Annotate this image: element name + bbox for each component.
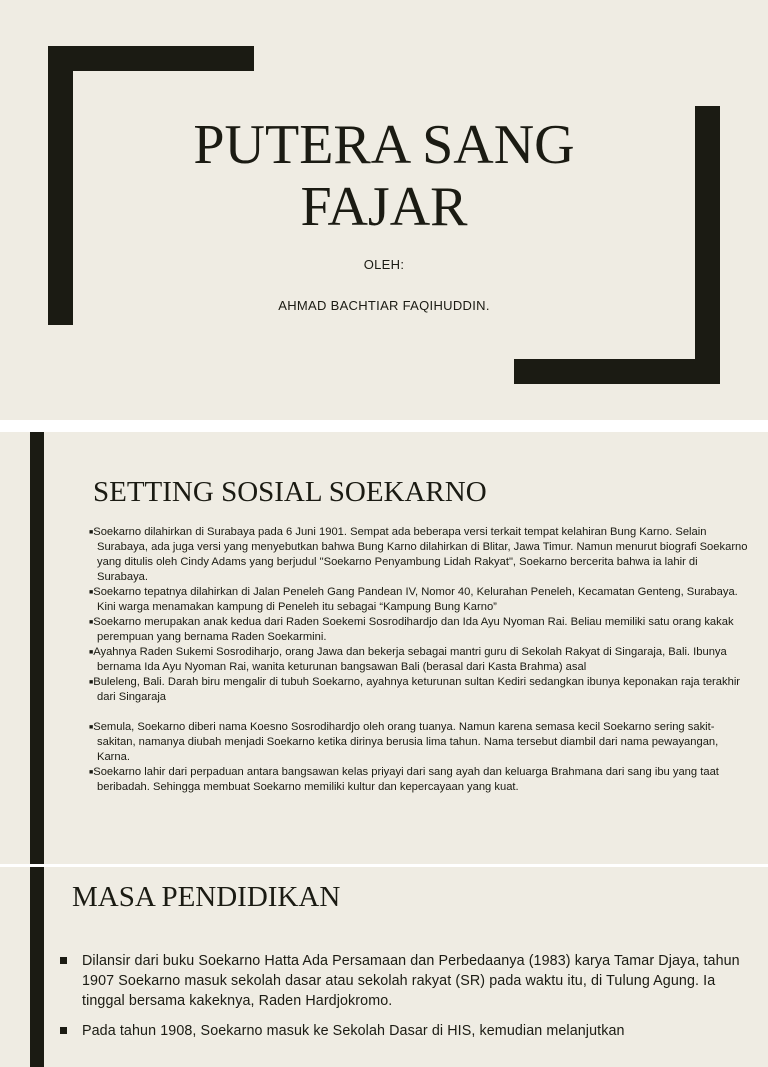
- list-item: [60, 1021, 750, 1041]
- square-bullet-icon: ■: [89, 679, 94, 686]
- list-item: [89, 525, 751, 585]
- slide-title: MASA PENDIDIKAN: [72, 881, 341, 913]
- bullet-text: Soekarno dilahirkan di Surabaya pada 6 Juni 1901. Sempat ada beberapa versi terkait tempat kelahiran Bung Karno. Selain Surabaya, ada juga versi yang menyebutkan bahwa Bung Karno dilahirkan di Blitar, Jawa Timur. Namun menurut biografi Soekarno yang ditulis oleh Cindy Adams yang berjudul "Soekarno Penyambung Lidah Rakyat", Soekarno bercerita bahwa ia lahir di Surabaya.: [93, 526, 748, 583]
- slide-title: SETTING SOSIAL SOEKARNO: [93, 476, 487, 508]
- corner-bracket-bottom-right-horizontal: [514, 359, 720, 384]
- title-line-2: FAJAR: [300, 176, 468, 238]
- bullet-text: Ayahnya Raden Sukemi Sosrodiharjo, orang Jawa dan bekerja sebagai mantri guru di Sekolah Rakyat di Singaraja, Bali. Ibunya bernama Ida Ayu Nyoman Rai, wanita keturunan bangsawan Bali (berasal dari Kasta Brahma) asal: [93, 646, 727, 673]
- corner-bracket-top-left-horizontal: [48, 46, 254, 71]
- bullet-list: [60, 951, 750, 1051]
- title-line-1: PUTERA SANG: [193, 114, 575, 176]
- bullet-text: Buleleng, Bali. Darah biru mengalir di tubuh Soekarno, ayahnya keturunan sultan Kediri sedangkan ibunya keponakan raja terakhir dari Singaraja: [93, 676, 741, 703]
- presentation-title: [0, 114, 768, 238]
- list-item: [89, 720, 751, 765]
- bullet-text: Soekarno tepatnya dilahirkan di Jalan Peneleh Gang Pandean IV, Nomor 40, Kelurahan Peneleh, Kecamatan Genteng, Surabaya. Kini warga menamakan kampung di Peneleh itu sebagai “Kampung Bung Karno”: [93, 586, 738, 613]
- square-bullet-icon: ■: [89, 649, 94, 656]
- square-bullet-icon: ■: [89, 769, 94, 776]
- left-accent-bar: [30, 432, 44, 864]
- bullet-text: Dilansir dari buku Soekarno Hatta Ada Persamaan dan Perbedaanya (1983) karya Tamar Djaya, tahun 1907 Soekarno masuk sekolah dasar atau sekolah rakyat (SR) pada waktu itu, di Tulung Agung. Ia tinggal bersama kakeknya, Raden Hardjokromo.: [82, 953, 740, 1009]
- bullet-text: Semula, Soekarno diberi nama Koesno Sosrodihardjo oleh orang tuanya. Namun karena semasa kecil Soekarno sering sakit-sakitan, namanya diubah menjadi Soekarno ketika dirinya berusia lima tahun. Nama tersebut diambil dari nama pewayangan, Karna.: [93, 721, 719, 763]
- bullet-text: Pada tahun 1908, Soekarno masuk ke Sekolah Dasar di HIS, kemudian melanjutkan: [82, 1023, 625, 1039]
- square-bullet-icon: [60, 1027, 67, 1034]
- square-bullet-icon: ■: [89, 619, 94, 626]
- list-item: [89, 645, 751, 675]
- list-item: [89, 585, 751, 615]
- list-item: [60, 951, 750, 1011]
- bullet-text: Soekarno merupakan anak kedua dari Raden Soekemi Sosrodihardjo dan Ida Ayu Nyoman Rai. Beliau memiliki satu orang kakak perempuan yang bernama Raden Soekarmini.: [93, 616, 734, 643]
- by-label: OLEH:: [363, 257, 405, 272]
- bullet-list: [89, 525, 751, 795]
- list-item: [89, 765, 751, 795]
- left-accent-bar: [30, 867, 44, 1067]
- bullet-text: Soekarno lahir dari perpaduan antara bangsawan kelas priyayi dari sang ayah dan keluarga Brahmana dari sang ibu yang taat beribadah. Sehingga membuat Soekarno memiliki kultur dan kepercayaan yang kuat.: [93, 766, 719, 793]
- author-name: AHMAD BACHTIAR FAQIHUDDIN.: [278, 298, 490, 313]
- square-bullet-icon: ■: [89, 529, 94, 536]
- square-bullet-icon: ■: [89, 589, 94, 596]
- masa-pendidikan-slide: [0, 867, 768, 1067]
- title-slide: [0, 0, 768, 420]
- list-item: [89, 615, 751, 645]
- setting-sosial-slide: [0, 432, 768, 864]
- square-bullet-icon: ■: [89, 724, 94, 731]
- list-item: [89, 675, 751, 705]
- square-bullet-icon: [60, 957, 67, 964]
